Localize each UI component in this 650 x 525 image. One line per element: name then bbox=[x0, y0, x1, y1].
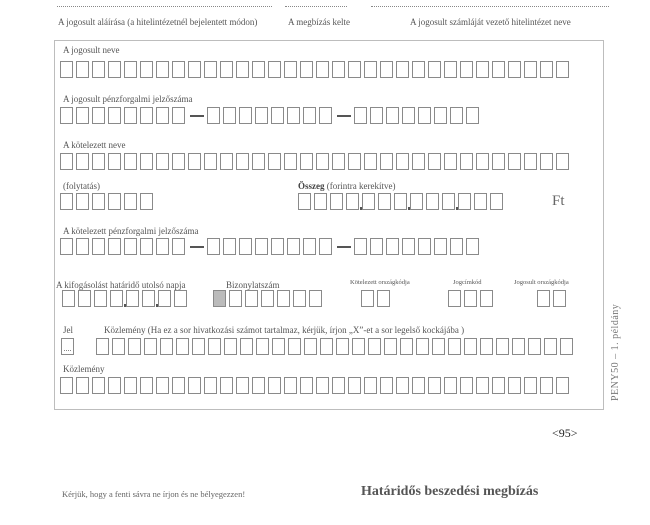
char-box[interactable] bbox=[466, 238, 479, 255]
char-box[interactable] bbox=[172, 377, 185, 394]
char-box[interactable] bbox=[208, 338, 221, 355]
char-box[interactable] bbox=[330, 193, 343, 210]
char-box[interactable] bbox=[92, 238, 105, 255]
char-box[interactable] bbox=[450, 107, 463, 124]
char-box[interactable] bbox=[364, 377, 377, 394]
char-box[interactable] bbox=[207, 238, 220, 255]
obligor-account-field[interactable] bbox=[60, 238, 482, 255]
char-box[interactable] bbox=[96, 338, 109, 355]
char-box[interactable] bbox=[108, 61, 121, 78]
char-box[interactable] bbox=[176, 338, 189, 355]
char-box[interactable] bbox=[400, 338, 413, 355]
char-box[interactable] bbox=[412, 61, 425, 78]
char-box[interactable] bbox=[158, 290, 171, 307]
char-box[interactable] bbox=[362, 193, 375, 210]
char-box[interactable] bbox=[236, 377, 249, 394]
char-box[interactable] bbox=[156, 107, 169, 124]
char-box[interactable] bbox=[320, 338, 333, 355]
char-box[interactable] bbox=[156, 61, 169, 78]
char-box[interactable] bbox=[384, 338, 397, 355]
char-box[interactable] bbox=[556, 153, 569, 170]
char-box[interactable] bbox=[256, 338, 269, 355]
char-box[interactable] bbox=[412, 377, 425, 394]
char-box[interactable] bbox=[240, 338, 253, 355]
char-box[interactable] bbox=[284, 377, 297, 394]
char-box[interactable] bbox=[396, 153, 409, 170]
char-box[interactable] bbox=[354, 238, 367, 255]
currency-label: Ft bbox=[552, 193, 565, 209]
char-box[interactable] bbox=[156, 153, 169, 170]
char-box[interactable] bbox=[94, 290, 107, 307]
char-box[interactable] bbox=[144, 338, 157, 355]
char-box[interactable] bbox=[252, 377, 265, 394]
char-box[interactable] bbox=[92, 153, 105, 170]
char-box[interactable] bbox=[293, 290, 306, 307]
char-box[interactable] bbox=[460, 61, 473, 78]
char-box[interactable] bbox=[492, 153, 505, 170]
char-box[interactable] bbox=[410, 193, 423, 210]
char-box[interactable] bbox=[288, 338, 301, 355]
char-box[interactable] bbox=[319, 107, 332, 124]
legal-code-field[interactable] bbox=[448, 290, 496, 307]
payee-country-field[interactable] bbox=[537, 290, 569, 307]
char-box[interactable] bbox=[287, 238, 300, 255]
char-box[interactable] bbox=[78, 290, 91, 307]
footer-instruction: Kérjük, hogy a fenti sávra ne írjon és ne bélyegezzen! bbox=[62, 489, 246, 499]
char-box[interactable] bbox=[223, 238, 236, 255]
char-box[interactable] bbox=[236, 61, 249, 78]
char-box[interactable] bbox=[303, 107, 316, 124]
deadline-label: A kifogásolást határidő utolsó napja bbox=[56, 280, 186, 290]
char-box[interactable] bbox=[188, 153, 201, 170]
char-box[interactable] bbox=[314, 193, 327, 210]
char-box[interactable] bbox=[540, 153, 553, 170]
char-box[interactable] bbox=[156, 377, 169, 394]
char-box[interactable] bbox=[124, 107, 137, 124]
payee-name-label: A jogosult neve bbox=[63, 45, 120, 55]
char-box[interactable] bbox=[380, 153, 393, 170]
char-box[interactable] bbox=[300, 153, 313, 170]
char-box[interactable] bbox=[140, 153, 153, 170]
char-box[interactable] bbox=[92, 107, 105, 124]
char-box[interactable] bbox=[512, 338, 525, 355]
char-box[interactable] bbox=[172, 107, 185, 124]
char-box[interactable] bbox=[432, 338, 445, 355]
char-box[interactable] bbox=[556, 377, 569, 394]
char-box[interactable] bbox=[396, 61, 409, 78]
char-box[interactable] bbox=[224, 338, 237, 355]
char-box[interactable] bbox=[508, 377, 521, 394]
char-box[interactable] bbox=[268, 153, 281, 170]
char-box[interactable] bbox=[394, 193, 407, 210]
char-box[interactable] bbox=[126, 290, 139, 307]
message-field-1[interactable] bbox=[96, 338, 576, 355]
char-box[interactable] bbox=[426, 193, 439, 210]
account-separator-dash bbox=[190, 246, 204, 248]
char-box[interactable] bbox=[537, 290, 550, 307]
char-box[interactable] bbox=[304, 338, 317, 355]
char-box[interactable] bbox=[124, 238, 137, 255]
char-box[interactable] bbox=[434, 107, 447, 124]
char-box[interactable] bbox=[553, 290, 566, 307]
char-box[interactable] bbox=[92, 61, 105, 78]
char-box[interactable] bbox=[524, 61, 537, 78]
char-box[interactable] bbox=[207, 107, 220, 124]
char-box[interactable] bbox=[172, 238, 185, 255]
char-box[interactable] bbox=[142, 290, 155, 307]
char-box[interactable] bbox=[268, 377, 281, 394]
char-box[interactable] bbox=[92, 377, 105, 394]
signature-line bbox=[57, 6, 272, 7]
payee-account-field[interactable] bbox=[60, 107, 482, 124]
char-box[interactable] bbox=[354, 107, 367, 124]
char-box[interactable] bbox=[76, 238, 89, 255]
char-box[interactable] bbox=[332, 61, 345, 78]
char-box[interactable] bbox=[76, 377, 89, 394]
char-box[interactable] bbox=[213, 290, 226, 307]
char-box[interactable] bbox=[380, 377, 393, 394]
payee-country-label: Jogosult országkódja bbox=[514, 279, 569, 286]
char-box[interactable] bbox=[287, 107, 300, 124]
char-box[interactable] bbox=[364, 61, 377, 78]
char-box[interactable] bbox=[239, 238, 252, 255]
amount-label bbox=[298, 181, 395, 191]
char-box[interactable] bbox=[460, 377, 473, 394]
char-box[interactable] bbox=[108, 238, 121, 255]
bank-name-line bbox=[371, 6, 609, 7]
char-box[interactable] bbox=[204, 61, 217, 78]
char-box[interactable] bbox=[124, 153, 137, 170]
account-separator-dash bbox=[337, 246, 351, 248]
obligor-country-label: Kötelezett országkódja bbox=[350, 279, 410, 286]
char-box[interactable] bbox=[223, 107, 236, 124]
char-box[interactable] bbox=[386, 238, 399, 255]
char-box[interactable] bbox=[378, 193, 391, 210]
char-box[interactable] bbox=[108, 377, 121, 394]
char-box[interactable] bbox=[316, 377, 329, 394]
char-box[interactable] bbox=[204, 153, 217, 170]
legal-code-label: Jogcímkód bbox=[453, 279, 482, 286]
char-box[interactable] bbox=[140, 193, 153, 210]
char-box[interactable] bbox=[418, 238, 431, 255]
char-box[interactable] bbox=[188, 377, 201, 394]
char-box[interactable] bbox=[220, 377, 233, 394]
char-box[interactable] bbox=[174, 290, 187, 307]
char-box[interactable] bbox=[300, 61, 313, 78]
char-box[interactable] bbox=[156, 238, 169, 255]
char-box[interactable] bbox=[272, 338, 285, 355]
voucher-label: Bizonylatszám bbox=[226, 280, 280, 290]
char-box[interactable] bbox=[332, 377, 345, 394]
char-box[interactable] bbox=[124, 377, 137, 394]
char-box[interactable] bbox=[416, 338, 429, 355]
char-box[interactable] bbox=[476, 61, 489, 78]
char-box[interactable] bbox=[140, 377, 153, 394]
message-label: Közlemény bbox=[63, 364, 105, 374]
char-box[interactable] bbox=[474, 193, 487, 210]
char-box[interactable] bbox=[236, 153, 249, 170]
char-box[interactable] bbox=[418, 107, 431, 124]
char-box[interactable] bbox=[252, 153, 265, 170]
char-box[interactable] bbox=[428, 61, 441, 78]
char-box[interactable] bbox=[112, 338, 125, 355]
char-box[interactable] bbox=[508, 153, 521, 170]
char-box[interactable] bbox=[402, 238, 415, 255]
char-box[interactable] bbox=[76, 61, 89, 78]
char-box[interactable] bbox=[298, 193, 311, 210]
char-box[interactable] bbox=[348, 377, 361, 394]
form-title: Határidős beszedési megbízás bbox=[361, 484, 539, 499]
char-box[interactable] bbox=[124, 193, 137, 210]
char-box[interactable] bbox=[492, 61, 505, 78]
char-box[interactable] bbox=[108, 193, 121, 210]
char-box[interactable] bbox=[284, 153, 297, 170]
bank-name-label: A jogosult számláját vezető hitelintézet neve bbox=[410, 17, 571, 27]
char-box[interactable] bbox=[245, 290, 258, 307]
char-box[interactable] bbox=[464, 338, 477, 355]
char-box[interactable] bbox=[348, 153, 361, 170]
mark-box[interactable] bbox=[61, 338, 74, 355]
char-box[interactable] bbox=[204, 377, 217, 394]
char-box[interactable] bbox=[448, 290, 461, 307]
char-box[interactable] bbox=[108, 107, 121, 124]
char-box[interactable] bbox=[268, 61, 281, 78]
payee-name-field[interactable] bbox=[60, 61, 572, 78]
char-box[interactable] bbox=[476, 377, 489, 394]
char-box[interactable] bbox=[444, 377, 457, 394]
char-box[interactable] bbox=[192, 338, 205, 355]
char-box[interactable] bbox=[284, 61, 297, 78]
char-box[interactable] bbox=[428, 377, 441, 394]
char-box[interactable] bbox=[480, 290, 493, 307]
char-box[interactable] bbox=[172, 153, 185, 170]
char-box[interactable] bbox=[476, 153, 489, 170]
account-separator-dash bbox=[190, 115, 204, 117]
char-box[interactable] bbox=[60, 193, 73, 210]
char-box[interactable] bbox=[464, 290, 477, 307]
char-box[interactable] bbox=[160, 338, 173, 355]
copy-side-text: PENY50 – 1. példány bbox=[610, 303, 621, 401]
char-box[interactable] bbox=[239, 107, 252, 124]
amount-label-rest: (forintra kerekítve) bbox=[326, 181, 396, 191]
char-box[interactable] bbox=[560, 338, 573, 355]
char-box[interactable] bbox=[220, 153, 233, 170]
char-box[interactable] bbox=[271, 238, 284, 255]
char-box[interactable] bbox=[303, 238, 316, 255]
obligor-account-label: A kötelezett pénzforgalmi jelzőszáma bbox=[63, 226, 199, 236]
continuation-field[interactable] bbox=[60, 193, 156, 210]
char-box[interactable] bbox=[62, 290, 75, 307]
char-box[interactable] bbox=[76, 153, 89, 170]
payee-account-label: A jogosult pénzforgalmi jelzőszáma bbox=[63, 94, 193, 104]
char-box[interactable] bbox=[172, 61, 185, 78]
continuation-label: (folytatás) bbox=[63, 181, 100, 191]
message-note-label: Közlemény (Ha ez a sor hivatkozási számot tartalmaz, kérjük, írjon „X”-et a sor legelső kockájába ) bbox=[104, 325, 465, 335]
char-box[interactable] bbox=[402, 107, 415, 124]
char-box[interactable] bbox=[76, 193, 89, 210]
voucher-field[interactable] bbox=[213, 290, 325, 307]
char-box[interactable] bbox=[524, 377, 537, 394]
char-box[interactable] bbox=[229, 290, 242, 307]
char-box[interactable] bbox=[108, 153, 121, 170]
char-box[interactable] bbox=[92, 193, 105, 210]
obligor-country-field[interactable] bbox=[361, 290, 393, 307]
char-box[interactable] bbox=[60, 238, 73, 255]
char-box[interactable] bbox=[128, 338, 141, 355]
char-box[interactable] bbox=[508, 61, 521, 78]
message-field-2[interactable] bbox=[60, 377, 572, 394]
char-box[interactable] bbox=[492, 377, 505, 394]
char-box[interactable] bbox=[188, 61, 201, 78]
mark-label: Jel bbox=[63, 325, 73, 335]
char-box[interactable] bbox=[346, 193, 359, 210]
char-box[interactable] bbox=[428, 153, 441, 170]
char-box[interactable] bbox=[255, 107, 268, 124]
char-box[interactable] bbox=[466, 107, 479, 124]
char-box[interactable] bbox=[490, 193, 503, 210]
char-box[interactable] bbox=[444, 61, 457, 78]
char-box[interactable] bbox=[277, 290, 290, 307]
char-box[interactable] bbox=[140, 238, 153, 255]
char-box[interactable] bbox=[396, 377, 409, 394]
order-date-label: A megbízás kelte bbox=[288, 17, 350, 27]
char-box[interactable] bbox=[380, 61, 393, 78]
account-separator-dash bbox=[337, 115, 351, 117]
char-box[interactable] bbox=[480, 338, 493, 355]
char-box[interactable] bbox=[261, 290, 274, 307]
char-box[interactable] bbox=[60, 107, 73, 124]
char-box[interactable] bbox=[540, 377, 553, 394]
char-box[interactable] bbox=[140, 107, 153, 124]
char-box[interactable] bbox=[444, 153, 457, 170]
char-box[interactable] bbox=[496, 338, 509, 355]
obligor-name-field[interactable] bbox=[60, 153, 572, 170]
char-box[interactable] bbox=[300, 377, 313, 394]
char-box[interactable] bbox=[458, 193, 471, 210]
deadline-field[interactable] bbox=[62, 290, 190, 307]
char-box[interactable] bbox=[110, 290, 123, 307]
char-box[interactable] bbox=[252, 61, 265, 78]
char-box[interactable] bbox=[255, 238, 268, 255]
char-box[interactable] bbox=[319, 238, 332, 255]
payer-signature-label: A jogosult aláírása (a hitelintézetnél bejelentett módon) bbox=[58, 17, 258, 27]
char-box[interactable] bbox=[60, 61, 73, 78]
char-box[interactable] bbox=[124, 61, 137, 78]
char-box[interactable] bbox=[316, 61, 329, 78]
char-box[interactable] bbox=[309, 290, 322, 307]
char-box[interactable] bbox=[76, 107, 89, 124]
char-box[interactable] bbox=[540, 61, 553, 78]
char-box[interactable] bbox=[316, 153, 329, 170]
char-box[interactable] bbox=[348, 61, 361, 78]
amount-label-bold: Összeg bbox=[298, 181, 325, 191]
char-box[interactable] bbox=[434, 238, 447, 255]
char-box[interactable] bbox=[528, 338, 541, 355]
char-box[interactable] bbox=[448, 338, 461, 355]
char-box[interactable] bbox=[544, 338, 557, 355]
char-box[interactable] bbox=[361, 290, 374, 307]
char-box[interactable] bbox=[412, 153, 425, 170]
char-box[interactable] bbox=[370, 238, 383, 255]
obligor-name-label: A kötelezett neve bbox=[63, 140, 126, 150]
char-box[interactable] bbox=[377, 290, 390, 307]
char-box[interactable] bbox=[60, 377, 73, 394]
char-box[interactable] bbox=[386, 107, 399, 124]
char-box[interactable] bbox=[336, 338, 349, 355]
char-box[interactable] bbox=[460, 153, 473, 170]
char-box[interactable] bbox=[524, 153, 537, 170]
char-box[interactable] bbox=[364, 153, 377, 170]
char-box[interactable] bbox=[220, 61, 233, 78]
char-box[interactable] bbox=[450, 238, 463, 255]
char-box[interactable] bbox=[368, 338, 381, 355]
char-box[interactable] bbox=[352, 338, 365, 355]
code-95: <95> bbox=[552, 426, 578, 440]
char-box[interactable] bbox=[60, 153, 73, 170]
date-line bbox=[285, 6, 347, 7]
amount-field[interactable] bbox=[298, 193, 506, 210]
char-box[interactable] bbox=[442, 193, 455, 210]
char-box[interactable] bbox=[332, 153, 345, 170]
char-box[interactable] bbox=[271, 107, 284, 124]
char-box[interactable] bbox=[556, 61, 569, 78]
char-box[interactable] bbox=[370, 107, 383, 124]
char-box[interactable] bbox=[140, 61, 153, 78]
